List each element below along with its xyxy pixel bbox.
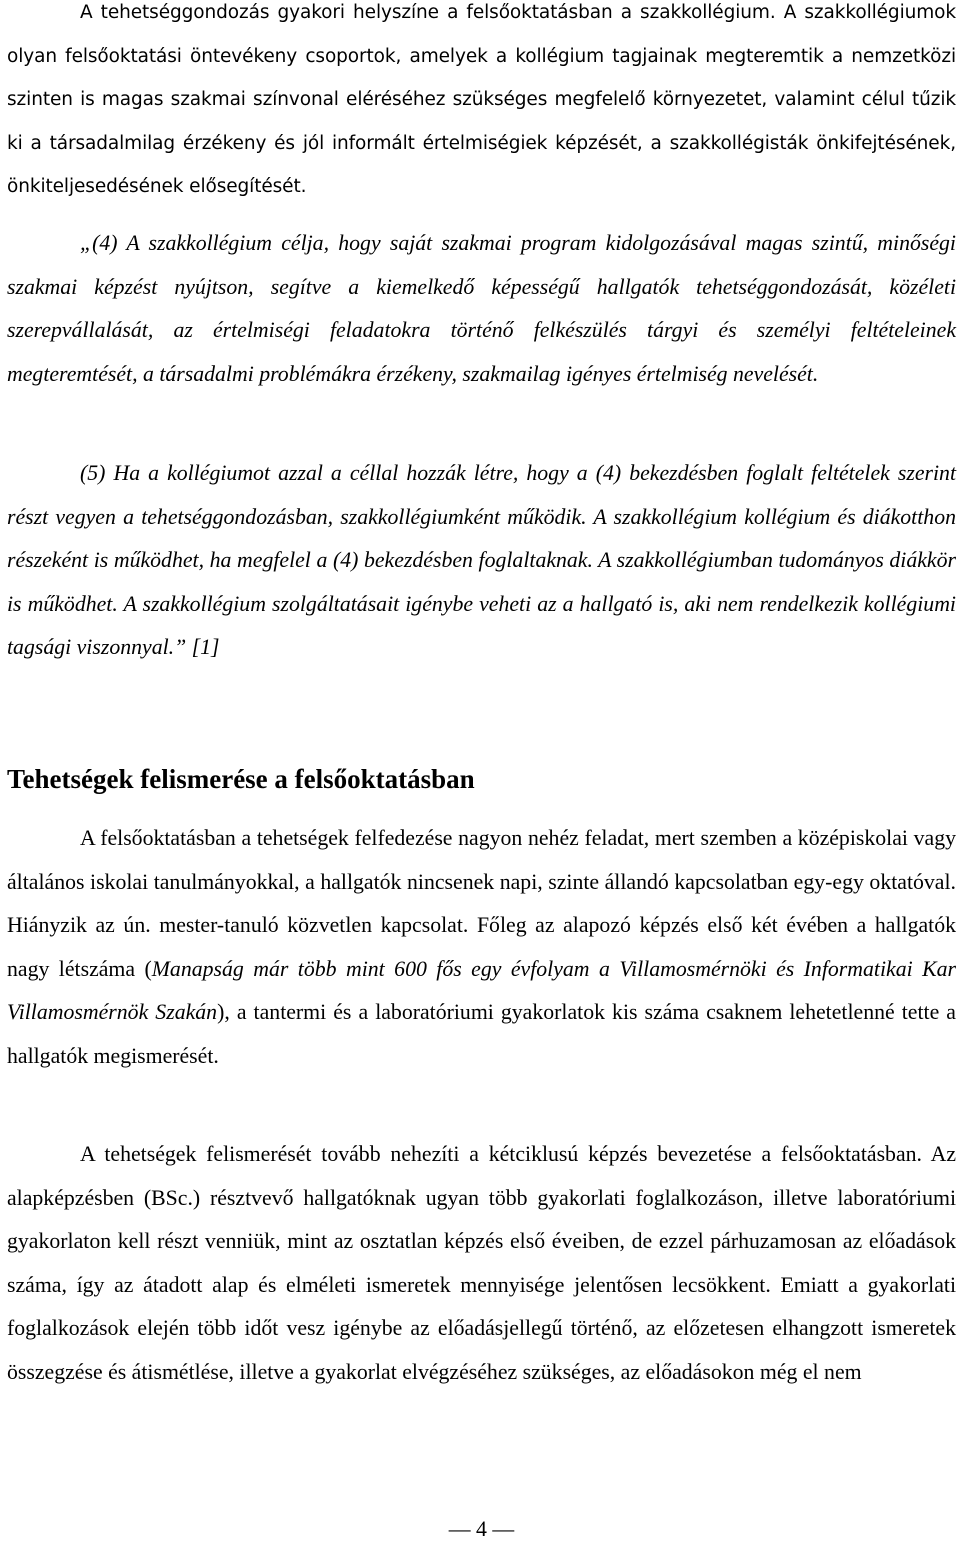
paragraph-text: ), a tantermi és a laboratóriumi gyakorlatok kis száma csaknem lehetetlenné tette a hallgatók megismerését. <box>7 1000 956 1068</box>
quote-paragraph-4: „(4) A szakkollégium célja, hogy saját szakmai program kidolgozásával magas szintű, minőségi szakmai képzést nyújtson, segítve a kiemelkedő képességű hallgatók tehetséggondozását, közéleti szerepvállalását, az értelmiségi feladatokra történő felkészülés tárgyi és személyi feltételeinek megteremtését, a társadalmi problémákra érzékeny, szakmailag igényes értelmiség nevelését. <box>7 231 956 386</box>
paragraph-text: A felsőoktatásban a tehetségek felfedezése nagyon nehéz feladat, mert szemben a középiskolai vagy általános iskolai tanulmányokkal, a hallgatók nincsenek napi, szinte állandó kapcsolatban egy-egy oktatóval. Hiányzik az ún. mester-tanuló közvetlen kapcsolat. Főleg az alapozó képzés első két évében a hallgatók nagy létszáma ( <box>7 826 956 981</box>
paragraph-talent-discovery <box>7 817 956 1079</box>
paragraph-two-cycle-training: A tehetségek felismerését tovább nehezíti a kétciklusú képzés bevezetése a felsőoktatásban. Az alapképzésben (BSc.) résztvevő hallgatóknak ugyan több gyakorlati foglalkozáson, illetve laboratóriumi gyakorlaton kell részt venniük, mint az osztatlan képzés első éveiben, de ezzel párhuzamosan az előadások száma, így az átadott alap és elméleti ismeretek mennyisége jelentősen lecsökkent. Emiatt a gyakorlati foglalkozások elején több időt vesz igénybe az előadásjellegű történő, az előzetesen elhangzott ismeretek összegzése és átismétlése, illetve a gyakorlat elvégzéséhez szükséges, az előadásokon még el nem <box>7 1142 956 1384</box>
quote-paragraph-5: (5) Ha a kollégiumot azzal a céllal hozzák létre, hogy a (4) bekezdésben foglalt feltételek szerint részt vegyen a tehetséggondozásban, szakkollégiumként működik. A szakkollégium kollégium és diákotthon részeként is működhet, ha megfelel a (4) bekezdésben foglaltaknak. A szakkollégiumban tudományos diákkör is működhet. A szakkollégium szolgáltatásait igénybe veheti az a hallgató is, aki nem rendelkezik kollégiumi tagsági viszonnyal.” [1] <box>7 461 956 660</box>
section-heading: Tehetségek felismerése a felsőoktatásban <box>7 764 475 794</box>
page-number: — 4 — <box>448 1517 515 1541</box>
italic-remark: Manapság már több mint 600 fős egy évfolyam a Villamosmérnöki és Informatikai Kar Villamosmérnök Szakán <box>7 956 957 1025</box>
paragraph-szakkollegium-intro: A tehetséggondozás gyakori helyszíne a felsőoktatásban a szakkollégium. A szakkollégiumok olyan felsőoktatási öntevékeny csoportok, amelyek a kollégium tagjainak megteremtik a nemzetközi szinten is magas szakmai színvonal eléréséhez szükséges megfelelő környezetet, valamint célul tűzik ki a társadalmilag érzékeny és jól informált értelmiségiek képzését, a szakkollégisták önkifejtésének, önkiteljesedésének elősegítését. <box>7 2 956 197</box>
